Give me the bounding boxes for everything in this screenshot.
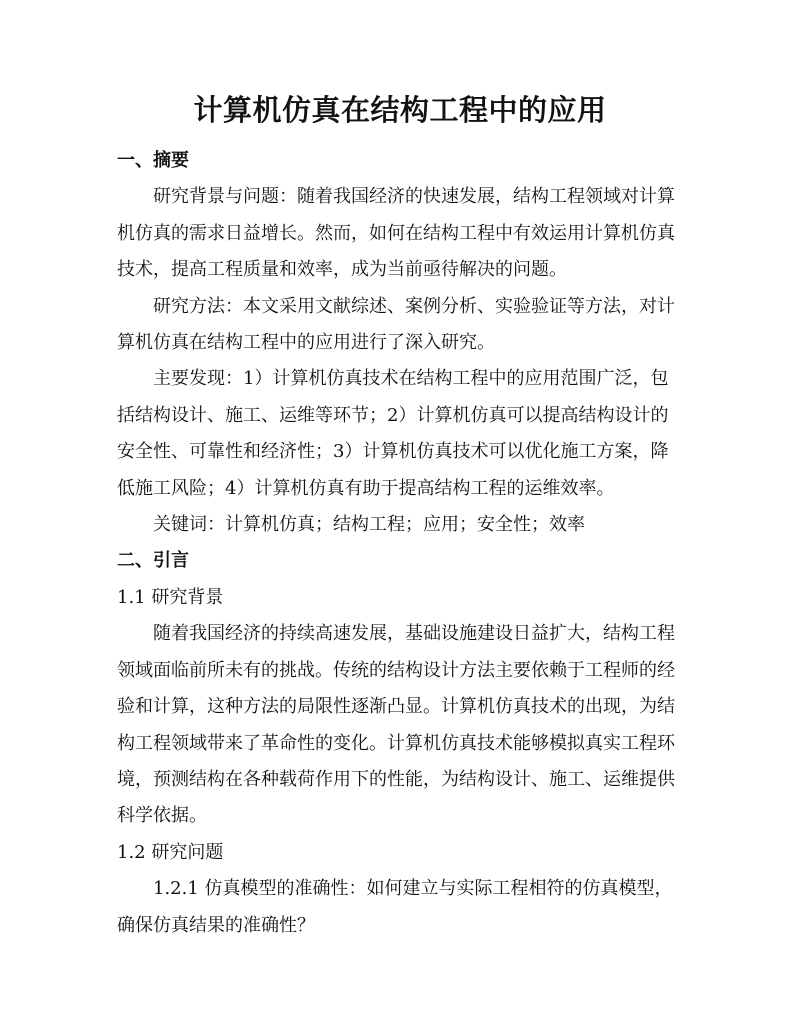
subsection-heading-background: 1.1 研究背景	[117, 586, 224, 608]
abstract-methods-paragraph: 研究方法：本文采用文献综述、案例分析、实验验证等方法，对计算机仿真在结构工程中的应用进行了深入研究。	[117, 295, 675, 354]
document-body	[117, 143, 685, 944]
abstract-background-paragraph: 研究背景与问题：随着我国经济的快速发展，结构工程领域对计算机仿真的需求日益增长。然而，如何在结构工程中有效运用计算机仿真技术，提高工程质量和效率，成为当前亟待解决的问题。	[117, 186, 675, 281]
section-heading-introduction: 二、引言	[117, 550, 189, 572]
subsection-heading-questions: 1.2 研究问题	[117, 841, 224, 863]
section-heading-abstract: 一、摘要	[117, 150, 189, 171]
document-title: 计算机仿真在结构工程中的应用	[193, 93, 607, 127]
background-paragraph: 随着我国经济的持续高速发展，基础设施建设日益扩大，结构工程领域面临前所未有的挑战。传统的结构设计方法主要依赖于工程师的经验和计算，这种方法的局限性逐渐凸显。计算机仿真技术的出现，为结构工程领域带来了革命性的变化。计算机仿真技术能够模拟真实工程环境，预测结构在各种载荷作用下的性能，为结构设计、施工、运维提供科学依据。	[117, 623, 675, 827]
keywords-line: 关键词：计算机仿真；结构工程；应用；安全性；效率	[153, 514, 585, 536]
question-item-1: 1.2.1 仿真模型的准确性：如何建立与实际工程相符的仿真模型，确保仿真结果的准确性？	[117, 878, 673, 936]
abstract-findings-paragraph: 主要发现：1）计算机仿真技术在结构工程中的应用范围广泛，包括结构设计、施工、运维等环节；2）计算机仿真可以提高结构设计的安全性、可靠性和经济性；3）计算机仿真技术可以优化施工方案，降低施工风险；4）计算机仿真有助于提高结构工程的运维效率。	[117, 368, 669, 499]
